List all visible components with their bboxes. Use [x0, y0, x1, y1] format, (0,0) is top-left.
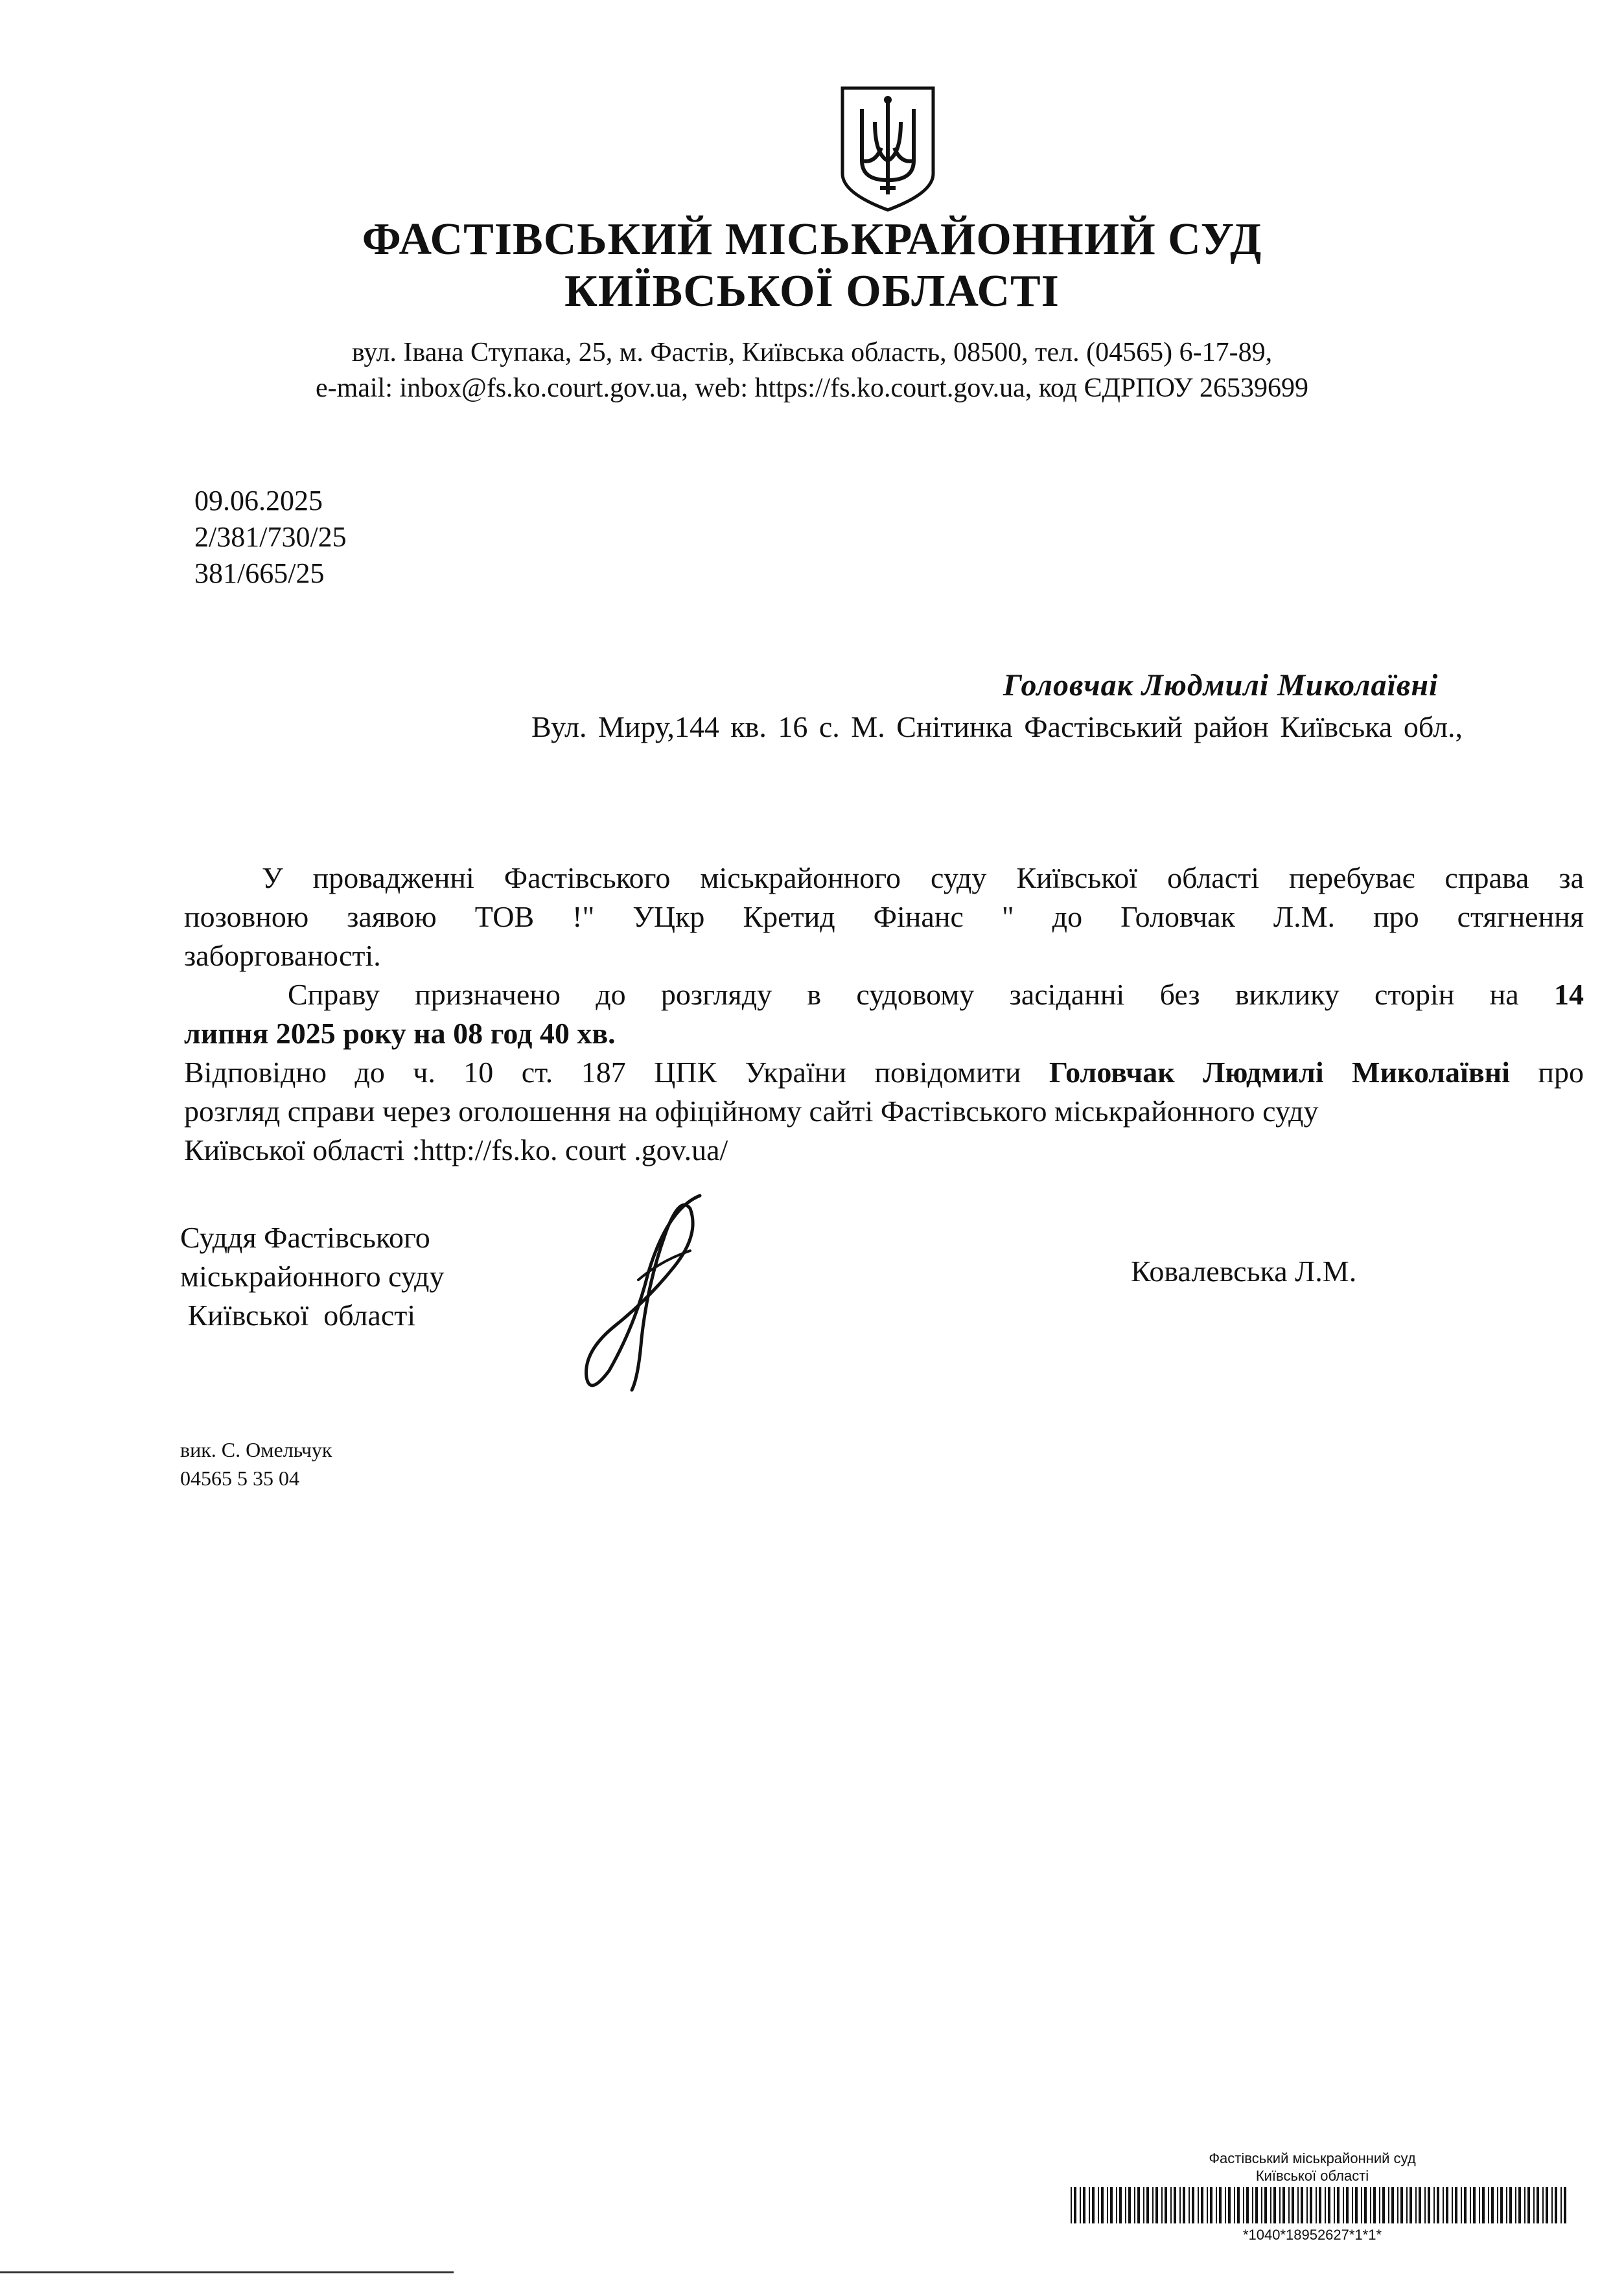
- court-address-line2: e-mail: inbox@fs.ko.court.gov.ua, web: https://fs.ko.court.gov.ua, код ЄДРПОУ 26539699: [316, 373, 1308, 403]
- barcode-bar: [1125, 2187, 1126, 2223]
- barcode-bar: [1334, 2187, 1335, 2223]
- barcode-bar: [1107, 2187, 1108, 2223]
- barcode-bar: [1325, 2187, 1326, 2223]
- barcode-bar: [1261, 2187, 1262, 2223]
- barcode-bar: [1424, 2187, 1426, 2223]
- recipient-name: Головчак Людмилі Миколаївні: [1003, 668, 1439, 702]
- footer-rule: [0, 2271, 454, 2273]
- barcode-bar: [1488, 2187, 1489, 2223]
- barcode-bar: [1355, 2187, 1358, 2223]
- barcode-bar: [1464, 2187, 1467, 2223]
- executor-name: вик. С. Омельчук: [180, 1438, 332, 1461]
- barcode-bar: [1397, 2187, 1398, 2223]
- paragraph-line: У провадженні Фастівського міськрайонного суду Київської області перебуває справа за: [262, 861, 1584, 894]
- barcode-bar: [1189, 2187, 1190, 2223]
- barcode-bar: [1146, 2187, 1149, 2223]
- barcode-bar: [1282, 2187, 1285, 2223]
- handwritten-signature: [570, 1189, 719, 1403]
- barcode-bar: [1555, 2187, 1557, 2223]
- court-address-line1: вул. Івана Ступака, 25, м. Фастів, Київська область, 08500, тел. (04565) 6-17-89,: [351, 338, 1273, 367]
- barcode-bar: [1361, 2187, 1362, 2223]
- recipient-address: Вул. Миру,144 кв. 16 с. М. Снітинка Фастівський район Київська обл.,: [531, 710, 1463, 743]
- barcode-bar: [1319, 2187, 1321, 2223]
- barcode-bar: [1270, 2187, 1271, 2223]
- barcode-bar: [1455, 2187, 1457, 2223]
- barcode-bar: [1546, 2187, 1548, 2223]
- barcode-bar: [1174, 2187, 1176, 2223]
- executor-info: [180, 1435, 332, 1492]
- barcode-bar: [1116, 2187, 1117, 2223]
- court-name-line1: ФАСТІВСЬКИЙ МІСЬКРАЙОННИЙ СУД: [362, 215, 1262, 264]
- barcode-bar: [1470, 2187, 1471, 2223]
- barcode-bar: [1207, 2187, 1208, 2223]
- barcode-bar: [1560, 2187, 1562, 2223]
- barcode-bar: [1491, 2187, 1494, 2223]
- barcode: [1069, 2187, 1568, 2223]
- barcode-bar: [1537, 2187, 1539, 2223]
- paragraph-line: заборгованості.: [184, 939, 381, 972]
- barcode-bar: [1110, 2187, 1113, 2223]
- judge-title-line: міськрайонного суду: [180, 1260, 445, 1293]
- barcode-bar: [1119, 2187, 1122, 2223]
- barcode-bar: [1143, 2187, 1144, 2223]
- court-name-line2: КИЇВСЬКОЇ ОБЛАСТІ: [564, 266, 1060, 316]
- recipient-name-inline: Головчак Людмилі Миколаївні: [1049, 1056, 1510, 1089]
- barcode-bar: [1316, 2187, 1317, 2223]
- barcode-bar: [1443, 2187, 1444, 2223]
- barcode-bar: [1292, 2187, 1294, 2223]
- barcode-bar: [1379, 2187, 1380, 2223]
- barcode-bar: [1452, 2187, 1453, 2223]
- barcode-bar: [1461, 2187, 1462, 2223]
- barcode-bar: [1080, 2187, 1081, 2223]
- barcode-bar: [1328, 2187, 1330, 2223]
- barcode-bar: [1515, 2187, 1516, 2223]
- barcode-bar: [1074, 2187, 1076, 2223]
- barcode-bar: [1198, 2187, 1199, 2223]
- barcode-bar: [1089, 2187, 1090, 2223]
- barcode-bar: [1310, 2187, 1312, 2223]
- paragraph-line: Київської області :http://fs.ko. court .gov.ua/: [184, 1133, 728, 1166]
- paragraph-line: Справу призначено до розгляду в судовому засіданні без виклику сторін на 14: [288, 978, 1584, 1011]
- barcode-bar: [1343, 2187, 1344, 2223]
- barcode-bar: [1179, 2187, 1181, 2223]
- barcode-bar: [1273, 2187, 1276, 2223]
- barcode-bar: [1509, 2187, 1512, 2223]
- barcode-bar: [1201, 2187, 1203, 2223]
- barcode-bar: [1527, 2187, 1530, 2223]
- barcode-bar: [1346, 2187, 1349, 2223]
- barcode-bar: [1500, 2187, 1503, 2223]
- barcode-bar: [1388, 2187, 1389, 2223]
- barcode-bar: [1415, 2187, 1417, 2223]
- barcode-bar: [1301, 2187, 1303, 2223]
- barcode-bar: [1216, 2187, 1217, 2223]
- barcode-bar: [1134, 2187, 1135, 2223]
- stamp-court-name: Фастівський міськрайонний суд: [1209, 2150, 1416, 2166]
- stamp-region: Київської області: [1255, 2168, 1369, 2184]
- barcode-bar: [1473, 2187, 1476, 2223]
- barcode-bar: [1506, 2187, 1507, 2223]
- barcode-bar: [1161, 2187, 1163, 2223]
- ukraine-trident-icon: [836, 83, 940, 213]
- barcode-bar: [1219, 2187, 1222, 2223]
- hearing-date-line: липня 2025 року на 08 год 40 хв.: [184, 1017, 616, 1050]
- barcode-bar: [1137, 2187, 1140, 2223]
- barcode-bar: [1428, 2187, 1430, 2223]
- barcode-bar: [1155, 2187, 1158, 2223]
- barcode-bar: [1479, 2187, 1480, 2223]
- barcode-bar: [1433, 2187, 1435, 2223]
- document-number-1: 2/381/730/25: [194, 521, 347, 553]
- barcode-bar: [1400, 2187, 1403, 2223]
- barcode-bar: [1288, 2187, 1290, 2223]
- barcode-bar: [1243, 2187, 1244, 2223]
- barcode-bar: [1497, 2187, 1498, 2223]
- barcode-bar: [1437, 2187, 1439, 2223]
- barcode-bar: [1252, 2187, 1253, 2223]
- barcode-bar: [1083, 2187, 1085, 2223]
- body-paragraph-2: [184, 975, 1584, 1053]
- barcode-bar: [1564, 2187, 1566, 2223]
- hearing-day: 14: [1554, 978, 1584, 1011]
- barcode-bar: [1391, 2187, 1394, 2223]
- barcode-bar: [1210, 2187, 1212, 2223]
- barcode-bar: [1306, 2187, 1308, 2223]
- document-date: 09.06.2025: [194, 485, 323, 516]
- barcode-bar: [1551, 2187, 1553, 2223]
- barcode-bar: [1098, 2187, 1099, 2223]
- barcode-bar: [1409, 2187, 1412, 2223]
- barcode-bar: [1419, 2187, 1421, 2223]
- judge-title-line: Суддя Фастівського: [180, 1221, 430, 1254]
- barcode-bar: [1382, 2187, 1385, 2223]
- barcode-bar: [1246, 2187, 1249, 2223]
- barcode-bar: [1165, 2187, 1167, 2223]
- barcode-bar: [1128, 2187, 1131, 2223]
- barcode-bar: [1228, 2187, 1231, 2223]
- barcode-bar: [1092, 2187, 1095, 2223]
- paragraph-line: позовною заявою ТОВ !" УЦкр Кретид Фінанс " до Головчак Л.М. про стягнення: [184, 900, 1584, 933]
- barcode-bar: [1352, 2187, 1353, 2223]
- barcode-bar: [1542, 2187, 1544, 2223]
- barcode-bar: [1255, 2187, 1258, 2223]
- barcode-bar: [1234, 2187, 1235, 2223]
- barcode-bar: [1192, 2187, 1194, 2223]
- barcode-bar: [1533, 2187, 1535, 2223]
- barcode-bar: [1337, 2187, 1340, 2223]
- document-number-2: 381/665/25: [194, 557, 325, 589]
- barcode-bar: [1264, 2187, 1267, 2223]
- barcode-bar: [1373, 2187, 1376, 2223]
- barcode-bar: [1071, 2187, 1072, 2223]
- barcode-bar: [1279, 2187, 1281, 2223]
- barcode-bar: [1237, 2187, 1240, 2223]
- barcode-bar: [1364, 2187, 1367, 2223]
- barcode-bar: [1170, 2187, 1172, 2223]
- barcode-bar: [1524, 2187, 1525, 2223]
- barcode-bar: [1406, 2187, 1408, 2223]
- body-paragraph-1: [184, 859, 1584, 975]
- barcode-bar: [1152, 2187, 1154, 2223]
- barcode-bar: [1183, 2187, 1185, 2223]
- body-paragraph-3: [184, 1053, 1584, 1170]
- barcode-bar: [1518, 2187, 1521, 2223]
- barcode-bar: [1370, 2187, 1371, 2223]
- paragraph-line: Відповідно до ч. 10 ст. 187 ЦПК України повідомити Головчак Людмилі Миколаївні про: [184, 1056, 1584, 1089]
- barcode-bar: [1297, 2187, 1299, 2223]
- judge-title-line: Київської області: [180, 1299, 416, 1332]
- barcode-bar: [1101, 2187, 1104, 2223]
- barcode-bar: [1446, 2187, 1448, 2223]
- judge-name: Ковалевська Л.М.: [1131, 1255, 1357, 1288]
- barcode-number: *1040*18952627*1*1*: [1242, 2227, 1382, 2243]
- judge-title: [180, 1218, 444, 1335]
- barcode-bar: [1225, 2187, 1226, 2223]
- barcode-bar: [1482, 2187, 1485, 2223]
- paragraph-line: розгляд справи через оголошення на офіційному сайті Фастівського міськрайонного суду: [184, 1095, 1319, 1128]
- executor-phone: 04565 5 35 04: [180, 1467, 299, 1490]
